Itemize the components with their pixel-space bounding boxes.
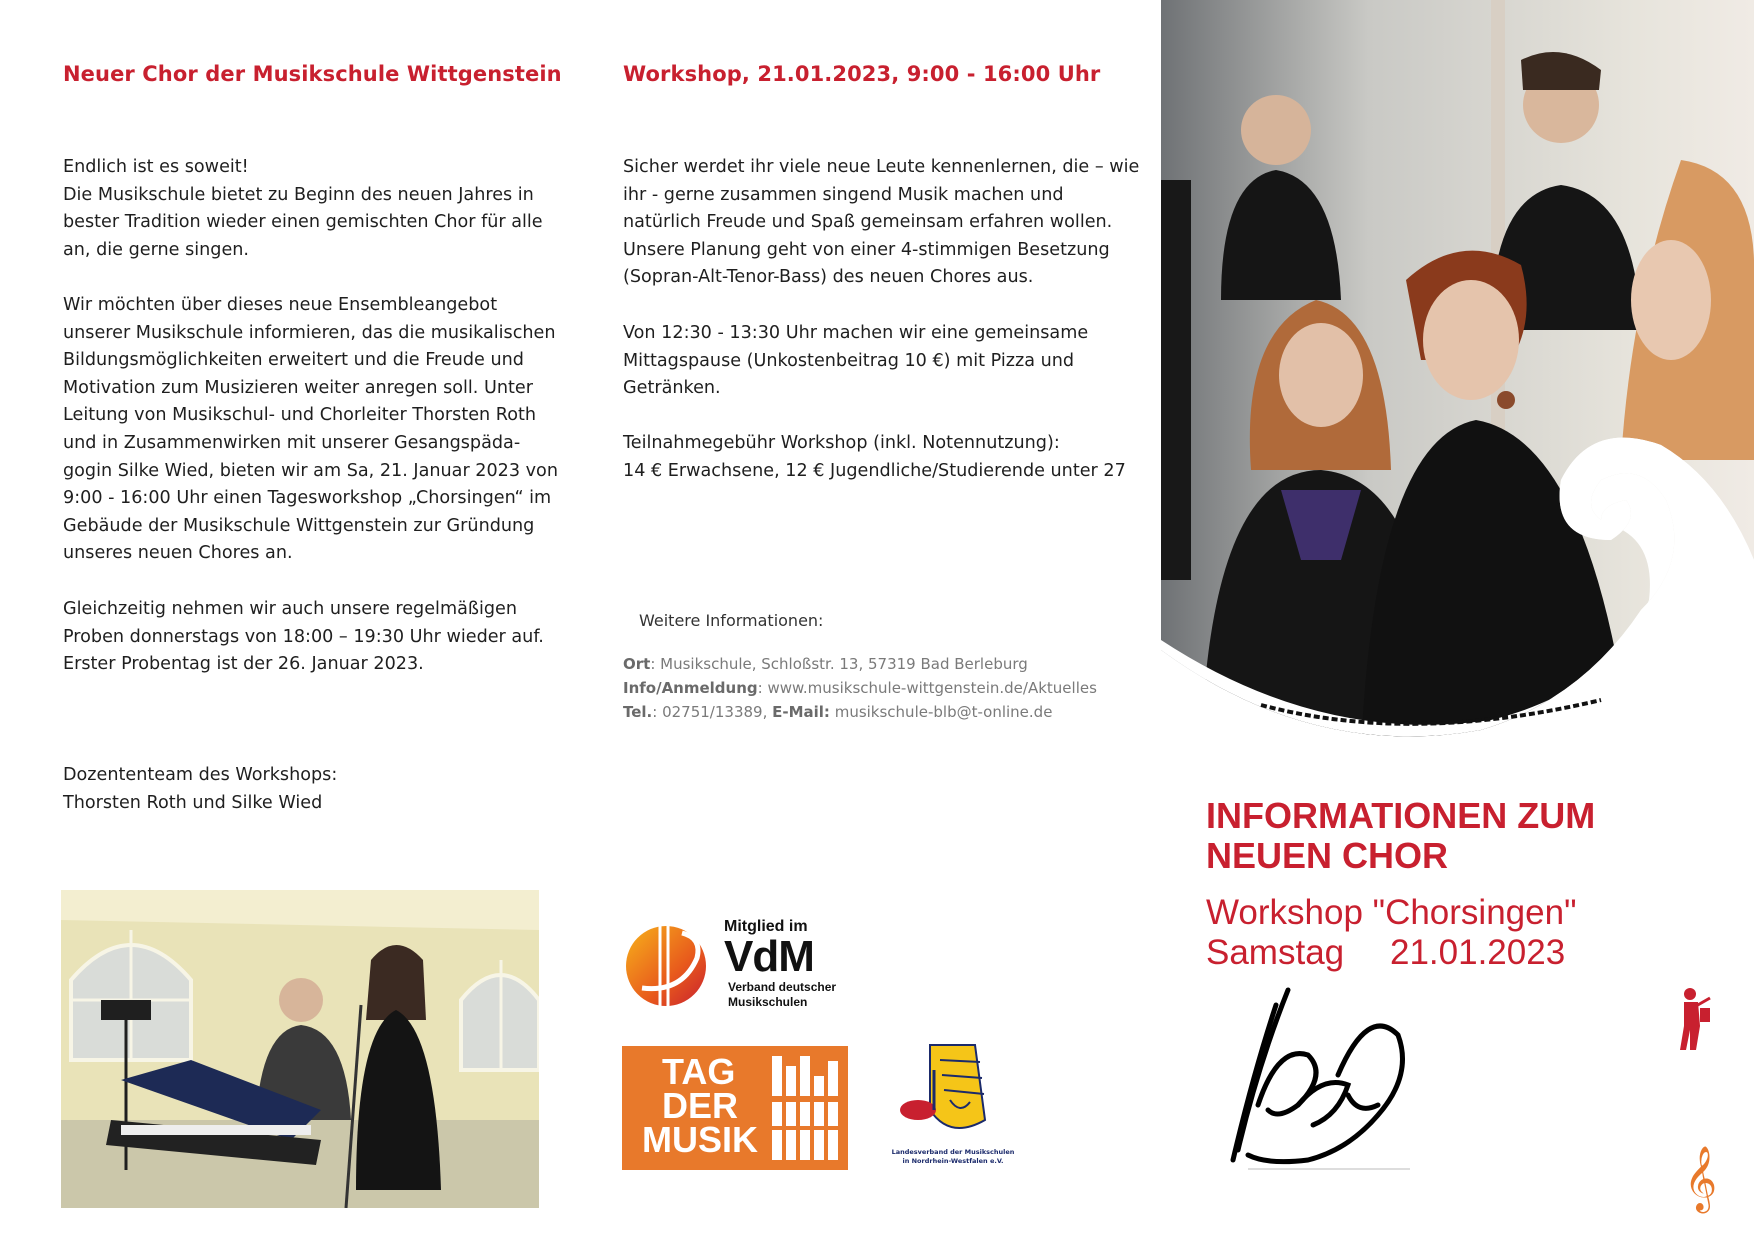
subtitle-day: Samstag [1206,933,1345,972]
tel-value: : 02751/13389, [652,703,773,721]
contact-info-line [623,676,1143,700]
subtitle-date: 21.01.2023 [1390,933,1566,972]
subtitle-workshop: Workshop "Chorsingen" [1206,893,1577,932]
left-paragraph-rehearsals: Gleichzeitig nehmen wir auch unsere regelmäßigen Proben donnerstags von 18:00 – 19:30 Uhr wieder auf. Erster Probentag ist der 26. Januar 2023. [63,599,544,675]
workshop-photo-illustration [61,890,539,1208]
vdm-member-text: Mitglied im [724,918,808,935]
title-line-2: NEUEN CHOR [1206,835,1449,876]
left-heading: Neuer Chor der Musikschule Wittgenstein [63,62,562,86]
choir-photo-illustration [1161,0,1754,748]
title-line-1: INFORMATIONEN ZUM [1206,795,1596,836]
email-value[interactable]: musikschule-blb@t-online.de [829,703,1053,721]
contact-block [623,652,1143,724]
left-paragraph-details: Wir möchten über dieses neue Ensembleangebot unserer Musikschule informieren, das die musikalischen Bildungsmöglichkeiten erweitert und die Freude und Motivation zum Musizieren weiter anregen soll. Unter Leitung von Musikschul- und Chorleiter Thorsten Roth und in Zusammenwirken mit unserer Gesangspäda- gogin Silke Wied, bieten wir am Sa, 21. Januar 2023 von 9:00 - 16:00 Uhr einen Tagesworkshop „Chorsingen“ im Gebäude der Musikschule Wittgenstein zur Gründung unseres neuen Chores an. [63,295,558,564]
middle-heading: Workshop, 21.01.2023, 9:00 - 16:00 Uhr [623,62,1101,86]
landesverband-emblem-icon [890,1040,1000,1140]
landesverband-text-2: in Nordrhein-Westfalen e.V. [902,1157,1004,1165]
tag-der-musik-logo [622,1046,848,1170]
more-info-label: Weitere Informationen: [639,611,824,630]
ort-value: : Musikschule, Schloßstr. 13, 57319 Bad Berleburg [650,655,1028,673]
landesverband-text-1: Landesverband der Musikschulen [891,1148,1015,1156]
tdm-text-1: TAG [662,1051,736,1092]
vdm-logo [622,918,852,1010]
vdm-full-text-2: Musikschulen [728,995,808,1009]
middle-paragraph-intro: Sicher werdet ihr viele neue Leute kennenlernen, die – wie ihr - gerne zusammen singend Musik machen und natürlich Freude und Spaß gemeinsam erfahren wollen. Unsere Planung geht von einer 4-stimmigen Besetzung (Sopran-Alt-Tenor-Bass) des neuen Chores aus. [623,157,1140,288]
middle-paragraph-lunch: Von 12:30 - 13:30 Uhr machen wir eine gemeinsame Mittagspause (Unkostenbeitrag 10 €) mit Pizza und Getränken. [623,323,1089,399]
tdm-text-2: DER [662,1085,739,1126]
landesverband-logo [886,1040,1020,1176]
left-paragraph-intro: Endlich ist es soweit! Die Musikschule bietet zu Beginn des neuen Jahres in bester Tradition wieder einen gemischten Chor für alle an, die gerne singen. [63,157,543,260]
tel-label: Tel. [623,703,653,721]
info-value[interactable]: : www.musikschule-wittgenstein.de/Aktuelles [757,679,1097,697]
info-label: Info/Anmeldung [623,679,758,697]
vdm-emblem-icon [622,918,717,1010]
conductor-icon [1676,986,1712,1052]
vdm-full-text-1: Verband deutscher [728,980,837,994]
treble-clef-icon: 𝄞 [1684,1146,1718,1211]
team-label: Dozententeam des Workshops: [63,765,338,785]
workshop-photo [61,890,539,1208]
contact-tel-line [623,700,1143,724]
ort-label: Ort [623,655,651,673]
middle-paragraph-fee: Teilnahmegebühr Workshop (inkl. Notennutzung): 14 € Erwachsene, 12 € Jugendliche/Studierende unter 27 [623,433,1126,481]
vdm-short-text: VdM [724,932,814,981]
team-names: Thorsten Roth und Silke Wied [63,793,323,813]
tdm-text-3: MUSIK [642,1119,758,1160]
signature-logo-drawing [1228,985,1418,1171]
piano-keys-graphic [772,1056,838,1160]
choir-photo [1161,0,1754,748]
email-label: E-Mail: [772,703,830,721]
music-school-signature-logo [1228,985,1418,1171]
contact-ort-line [623,652,1143,676]
